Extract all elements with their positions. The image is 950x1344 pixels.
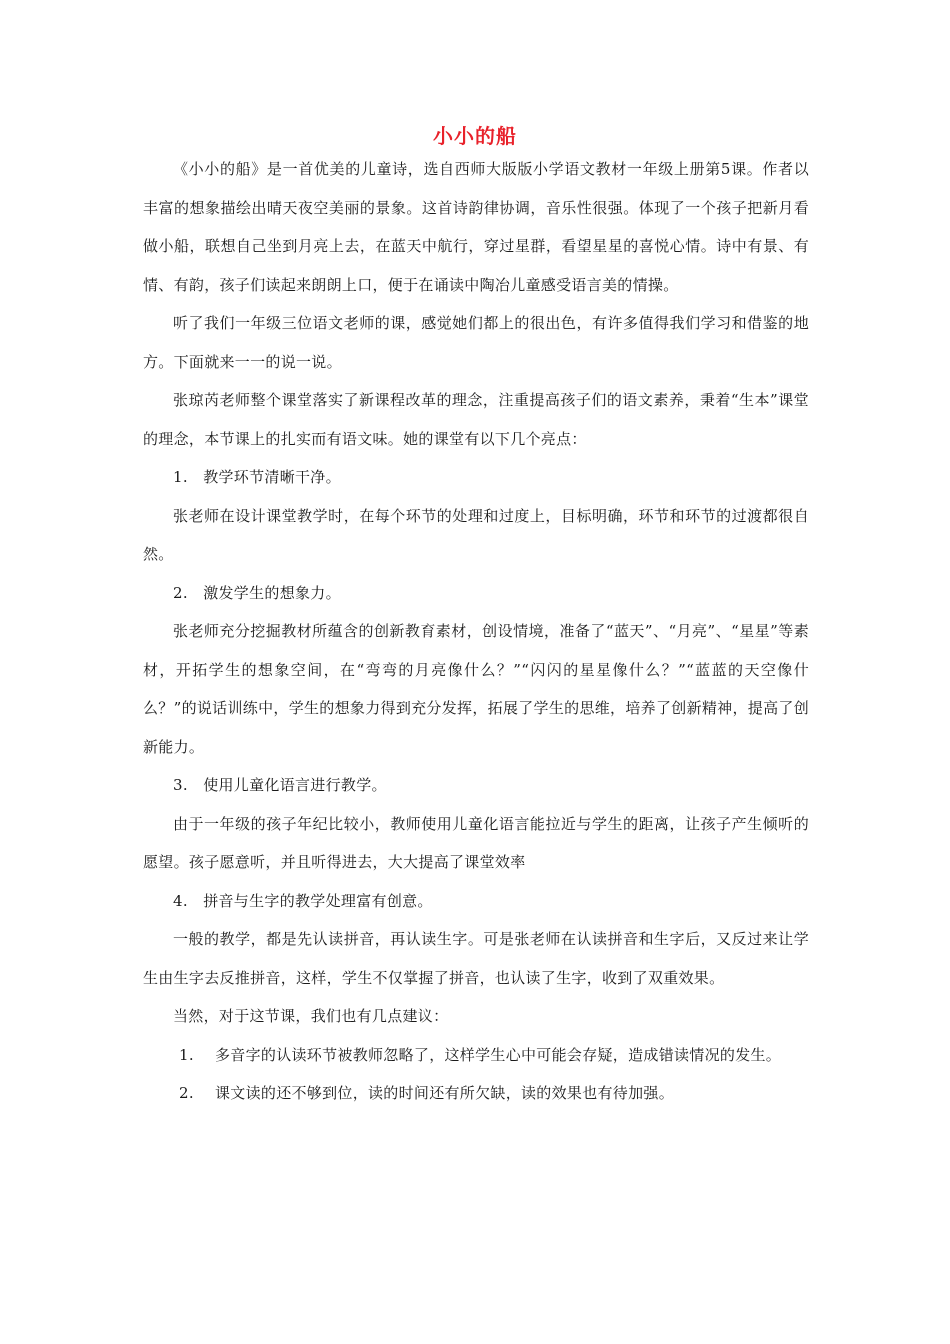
suggestion-item [143,1074,809,1113]
highlight-body-3: 由于一年级的孩子年纪比较小，教师使用儿童化语言能拉近与学生的距离，让孩子产生倾听的愿望。孩子愿意听，并且听得进去，大大提高了课堂效率 [143,814,809,871]
suggestions-intro: 当然，对于这节课，我们也有几点建议： [173,1007,449,1025]
highlight-body-1: 张老师在设计课堂教学时，在每个环节的处理和过度上，目标明确，环节和环节的过渡都很自然。 [143,506,809,563]
paragraph-intro: 《小小的船》是一首优美的儿童诗，选自西师大版版小学语文教材一年级上册第5课。作者以丰富的想象描绘出晴天夜空美丽的景象。这首诗韵律协调，音乐性很强。体现了一个孩子把新月看做小船，联想自己坐到月亮上去，在蓝天中航行，穿过星群，看望星星的喜悦心情。诗中有景、有情、有韵，孩子们读起来朗朗上口，便于在诵读中陶冶儿童感受语言美的情操。 [143,160,809,294]
suggestion-text: 课文读的还不够到位，读的时间还有所欠缺，读的效果也有待加强。 [215,1084,675,1102]
document-title: 小小的船 [433,124,517,148]
paragraph-teacher-zhang: 张琼芮老师整个课堂落实了新课程改革的理念，注重提高孩子们的语文素养，秉着“生本”课堂的理念，本节课上的扎实而有语文味。她的课堂有以下几个亮点： [143,391,809,448]
suggestion-number: 1. [179,1045,194,1064]
highlight-heading-3: 3. 使用儿童化语言进行教学。 [173,776,387,794]
highlight-body-2: 张老师充分挖掘教材所蕴含的创新教育素材，创设情境，准备了“蓝天”、“月亮”、“星星”等素材，开拓学生的想象空间，在“弯弯的月亮像什么？”“闪闪的星星像什么？”“蓝蓝的天空像什么？”的说话训练中，学生的想象力得到充分发挥，拓展了学生的思维，培养了创新精神，提高了创新能力。 [143,622,809,756]
highlight-heading-4: 4. 拼音与生字的教学处理富有创意。 [173,891,433,910]
highlight-body-4: 一般的教学，都是先认读拼音，再认读生字。可是张老师在认读拼音和生字后，又反过来让学生由生字去反推拼音，这样，学生不仅掌握了拼音，也认读了生字，收到了双重效果。 [143,930,809,987]
document-body [143,150,809,1113]
suggestion-number: 2. [179,1084,194,1102]
paragraph-listening: 听了我们一年级三位语文老师的课，感觉她们都上的很出色，有许多值得我们学习和借鉴的地方。下面就来一一的说一说。 [143,314,809,371]
suggestion-item [143,1036,809,1075]
suggestion-text: 多音字的认读环节被教师忽略了，这样学生心中可能会存疑，造成错读情况的发生。 [215,1045,782,1064]
highlight-heading-1: 1. 教学环节清晰干净。 [173,468,341,486]
highlight-heading-2: 2. 激发学生的想象力。 [173,583,341,602]
